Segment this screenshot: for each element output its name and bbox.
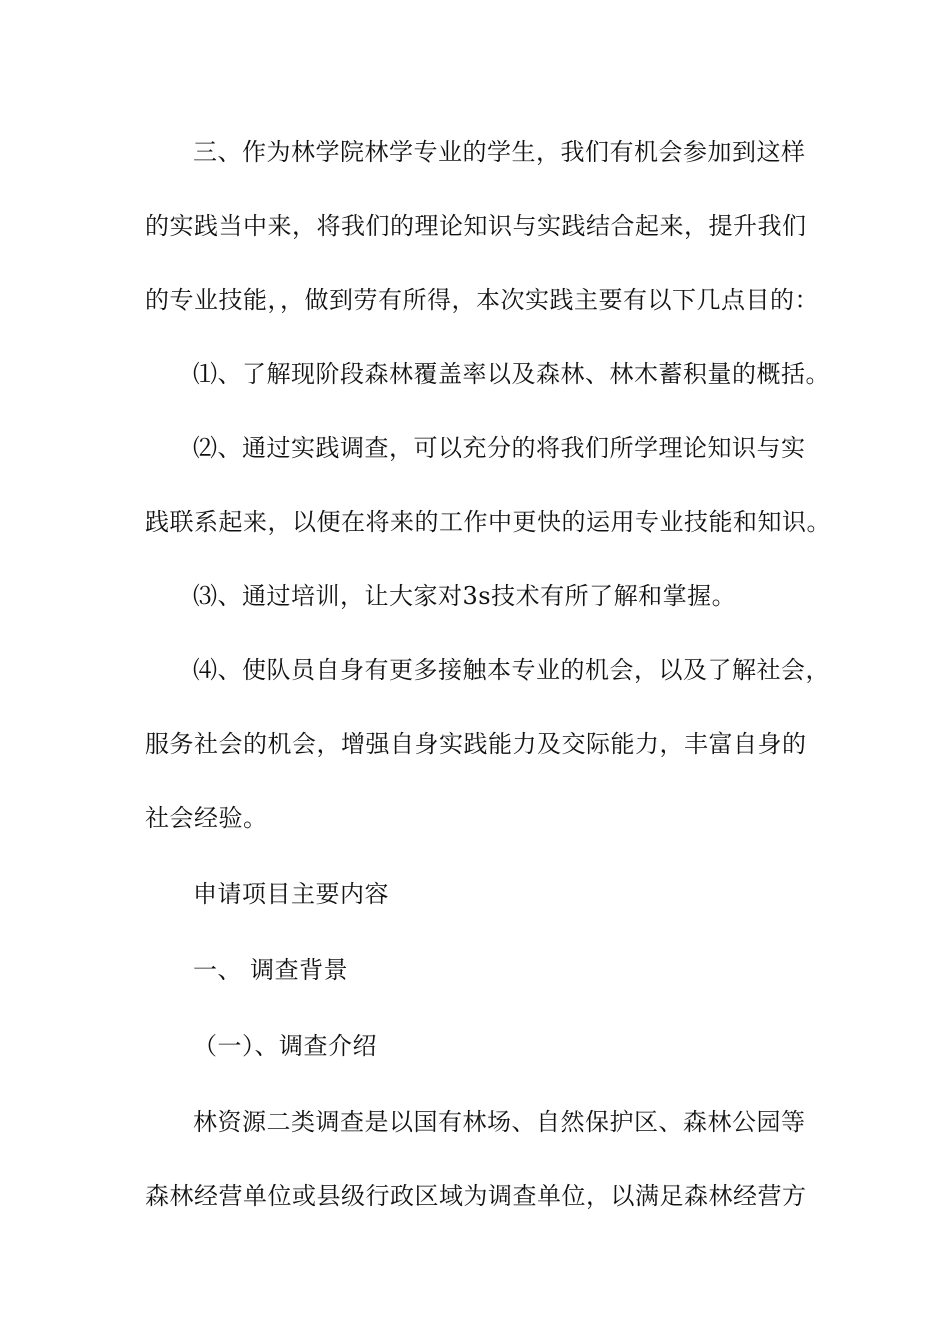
paragraph-line: 服务社会的机会，增强自身实践能力及交际能力，丰富自身的	[145, 730, 807, 758]
section-heading: 申请项目主要内容	[193, 880, 389, 908]
paragraph-line: 林资源二类调查是以国有林场、自然保护区、森林公园等	[193, 1108, 806, 1136]
list-item: ⑵、通过实践调查，可以充分的将我们所学理论知识与实	[193, 434, 806, 462]
paragraph-line: 的实践当中来，将我们的理论知识与实践结合起来，提升我们	[145, 212, 807, 240]
paragraph-line: 社会经验。	[145, 804, 268, 832]
subsection-heading: （一）、调查介绍	[193, 1032, 377, 1060]
paragraph-line: 森林经营单位或县级行政区域为调查单位，以满足森林经营方	[145, 1182, 807, 1210]
list-item: ⑴、了解现阶段森林覆盖率以及森林、林木蓄积量的概括。	[193, 360, 830, 388]
list-item: ⑷、使队员自身有更多接触本专业的机会，以及了解社会，	[193, 656, 830, 684]
paragraph-line: 的专业技能，，做到劳有所得，本次实践主要有以下几点目的：	[145, 286, 819, 314]
section-heading: 一、 调查背景	[193, 956, 349, 984]
paragraph-line: 三、作为林学院林学专业的学生，我们有机会参加到这样	[193, 138, 806, 166]
list-item: ⑶、通过培训，让大家对3s技术有所了解和掌握。	[193, 582, 737, 610]
paragraph-line: 践联系起来，以便在将来的工作中更快的运用专业技能和知识。	[145, 508, 831, 536]
